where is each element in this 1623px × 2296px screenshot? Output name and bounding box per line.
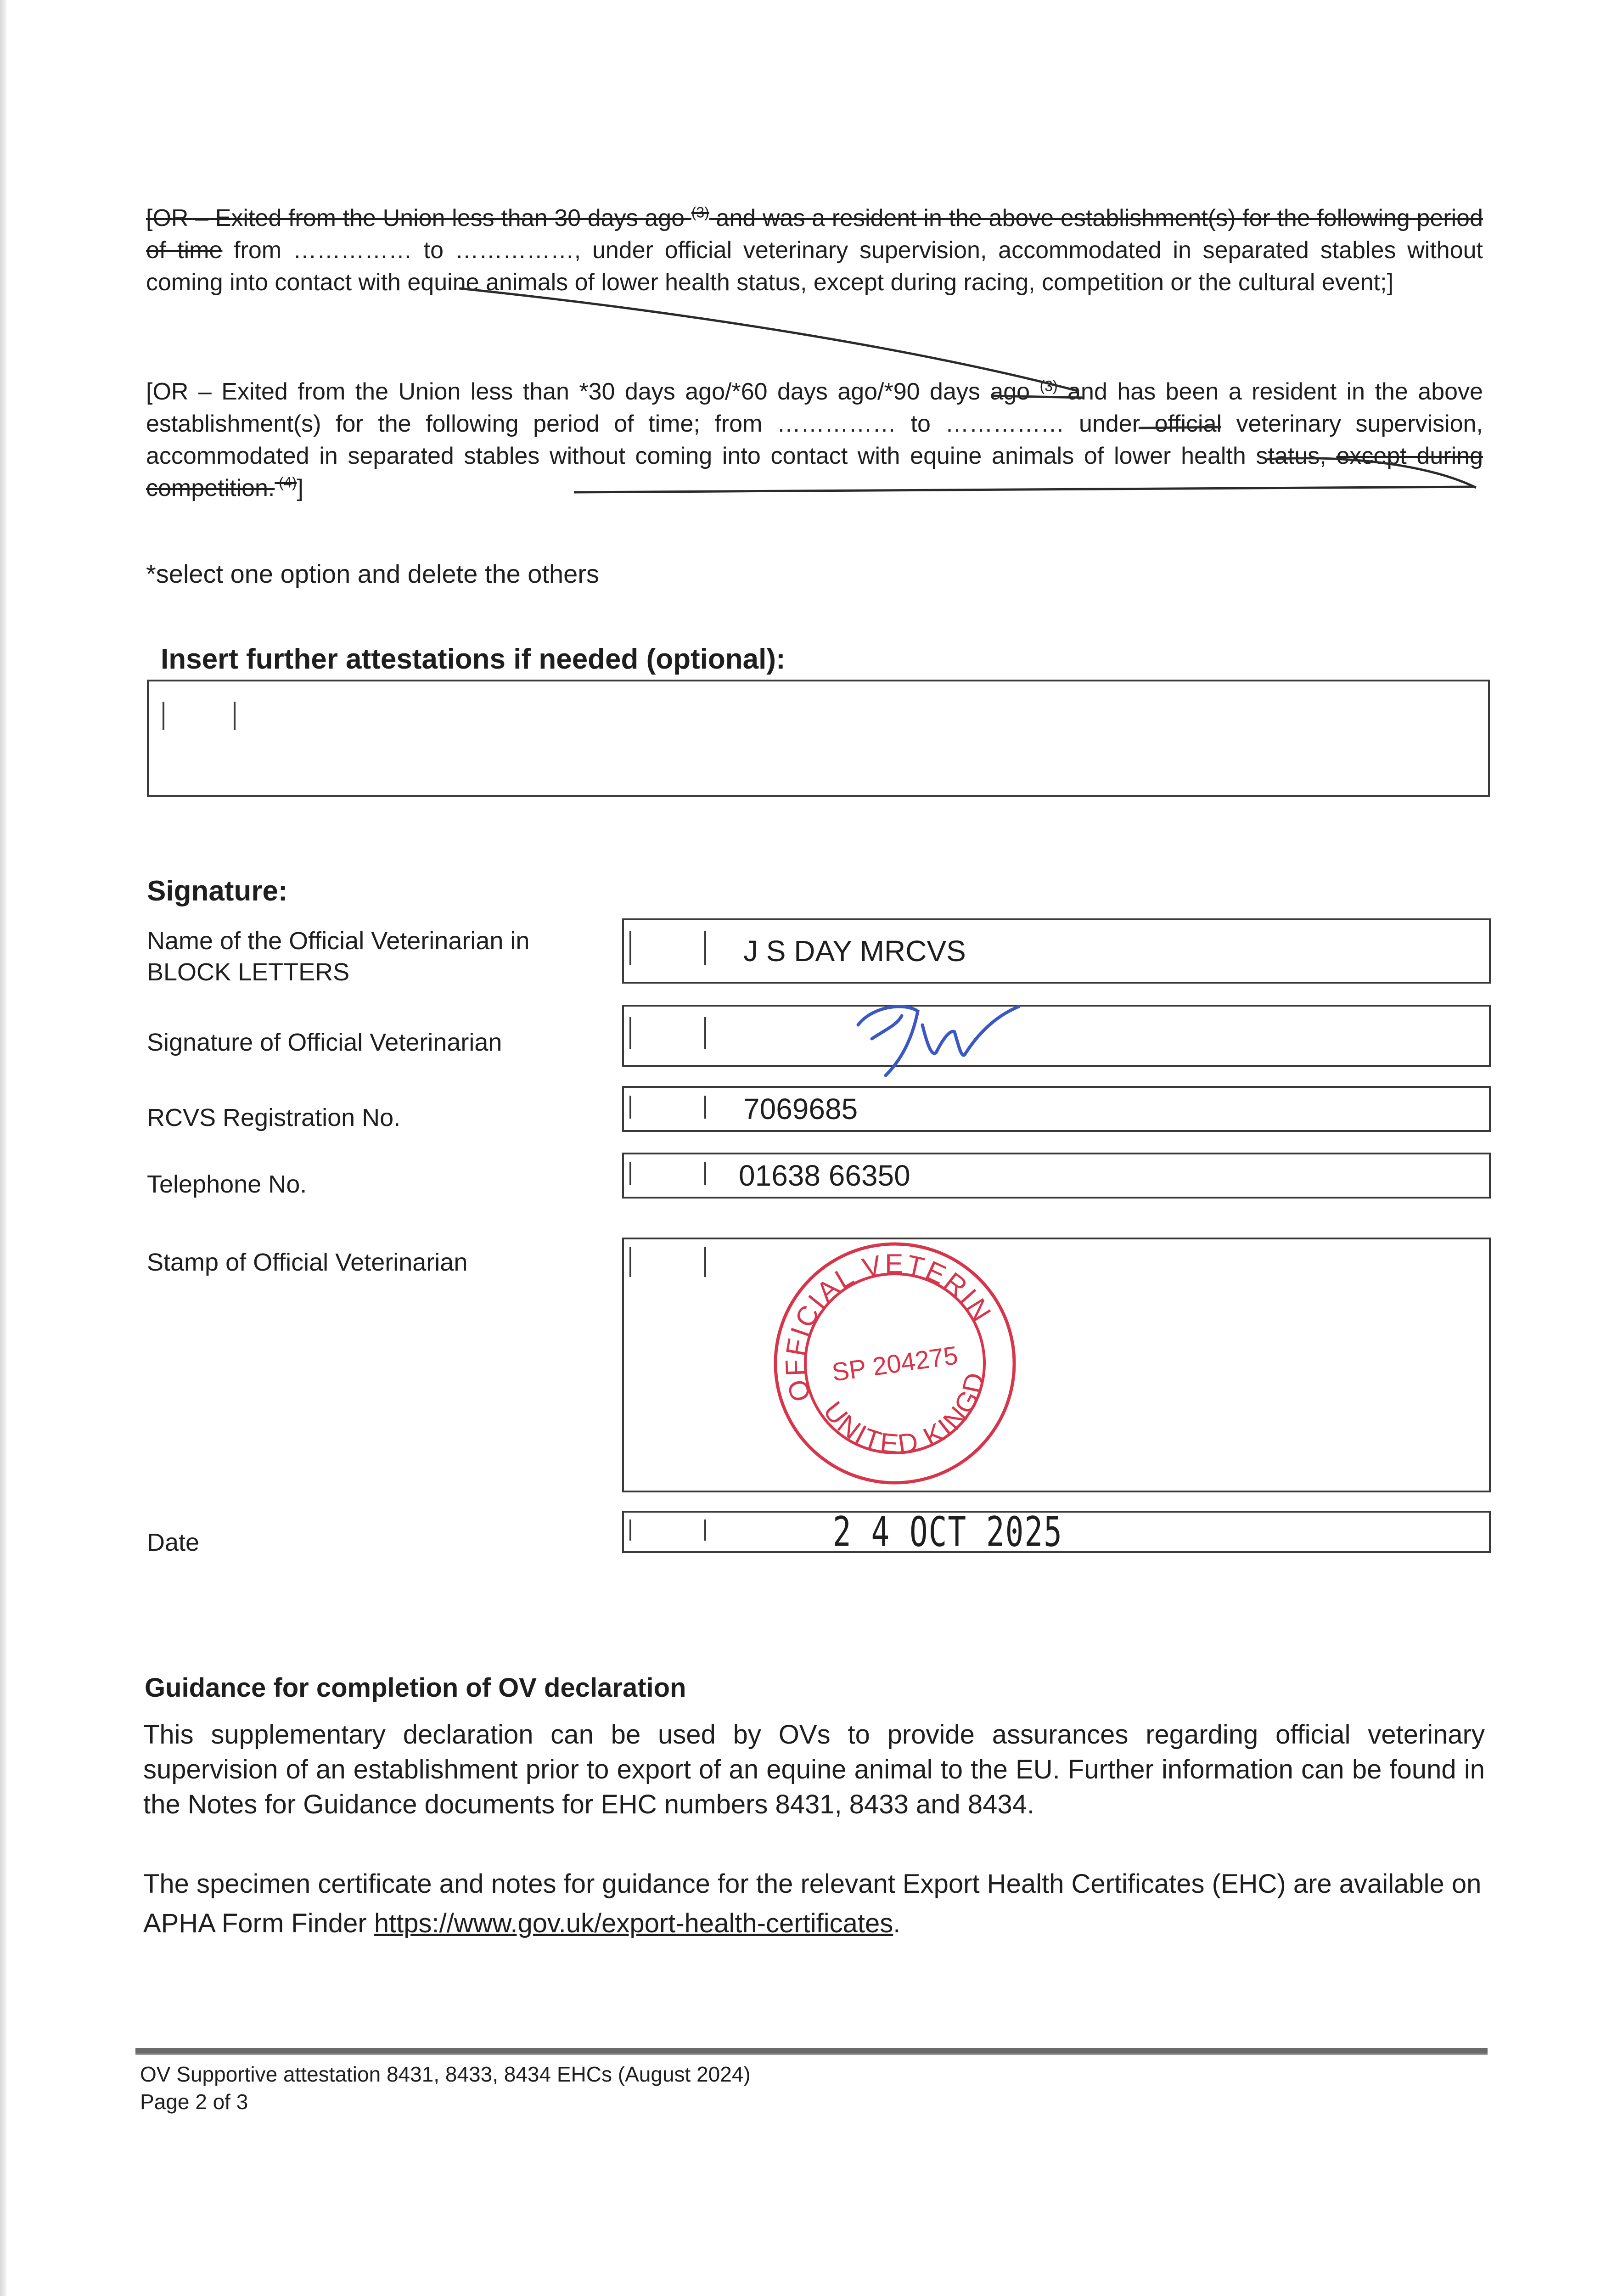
telephone-label: Telephone No. (147, 1171, 307, 1198)
signature-heading: Signature: (147, 875, 288, 907)
option-a-rest: from …………… to ……………, under official veterinary supervision, accommodated in separated stables without coming into contact with equine animals of lower health status, except during racing, competition or the cultural event;] (146, 237, 1483, 296)
box-tick-mark (234, 702, 236, 730)
field-tick-mark (704, 1017, 706, 1049)
footer-line-1: OV Supportive attestation 8431, 8433, 8434 EHCs (August 2024) (140, 2062, 751, 2086)
rcvs-label: RCVS Registration No. (147, 1104, 401, 1131)
rcvs-value: 7069685 (743, 1092, 858, 1125)
footer-page-number: Page 2 of 3 (140, 2090, 248, 2114)
option-b-text-2: and has been a resident in the above establishment(s) for the following period of time; from …………… to …………… under official veterinary supervision, accommodated in separated stables without coming into contact with equine animals of lower health status, (146, 378, 1483, 469)
rcvs-field[interactable] (622, 1086, 1491, 1132)
date-value: 2 4 OCT 2025 (833, 1508, 1063, 1556)
form-finder-link[interactable]: https://www.gov.uk/export-health-certificates (374, 1908, 893, 1938)
option-b-footnote-ref-4: (4) (275, 474, 297, 491)
name-field[interactable] (622, 918, 1491, 984)
stamp-label: Stamp of Official Veterinarian (147, 1249, 468, 1276)
field-tick-mark (704, 1096, 706, 1119)
guidance-paragraph-2-end: . (893, 1908, 901, 1938)
date-field[interactable] (622, 1508, 1491, 1556)
stamp-top-text: OFFICIAL VETERINARIAN (780, 1248, 998, 1405)
telephone-value: 01638 66350 (739, 1159, 910, 1192)
option-b-footnote-ref-3: (3) (1039, 377, 1058, 394)
further-attestations-heading: Insert further attestations if needed (optional): (161, 643, 786, 675)
option-a-footnote-ref: (3) (691, 204, 709, 221)
telephone-field[interactable] (622, 1153, 1491, 1199)
page-edge-shadow (0, 0, 6, 2296)
name-label: Name of the Official Veterinarian in BLOCK LETTERS (147, 927, 530, 986)
signature-field[interactable] (622, 1005, 1491, 1067)
field-tick-mark (704, 1162, 706, 1186)
field-tick-mark (629, 1096, 631, 1119)
option-b-closing: ] (297, 475, 303, 501)
attestation-option-a (146, 202, 1483, 298)
option-a-struck-text: [OR – Exited from the Union less than 30 days ago (146, 205, 691, 231)
field-tick-mark (629, 931, 631, 965)
date-label: Date (147, 1529, 200, 1556)
guidance-paragraph-1: This supplementary declaration can be used by OVs to provide assurances regarding official veterinary supervision of an establishment prior to export of an equine animal to the EU. Further information can be found in the Notes for Guidance documents for EHC numbers 8431, 8433 and 8434. (143, 1720, 1485, 1819)
field-tick-mark (704, 1519, 706, 1541)
field-tick-mark (629, 1017, 631, 1049)
option-a-struck-text-2: and was a resident in the above establishment(s) for the following period of time (146, 205, 1483, 264)
guidance-heading: Guidance for completion of OV declaration (145, 1673, 686, 1703)
stamp-center-text: SP 204275 (830, 1340, 960, 1387)
field-tick-mark (629, 1519, 631, 1541)
stamp-field[interactable] (622, 1238, 1491, 1492)
name-value: J S DAY MRCVS (743, 934, 966, 968)
attestation-option-b (146, 376, 1483, 504)
field-tick-mark (629, 1162, 631, 1186)
footer-rule (135, 2048, 1488, 2055)
select-note: *select one option and delete the others (146, 559, 599, 588)
signature-label: Signature of Official Veterinarian (147, 1029, 502, 1056)
option-b-text-1: [OR – Exited from the Union less than *30 days ago/*60 days ago/*90 days ago (146, 378, 1040, 405)
field-tick-mark (704, 1247, 706, 1277)
guidance-paragraph-2-text: The specimen certificate and notes for guidance for the relevant Export Health Certificates (EHC) are available on APHA Form Finder (143, 1869, 1482, 1938)
further-attestations-box[interactable] (147, 680, 1490, 797)
handwritten-signature (844, 997, 1028, 1089)
guidance-paragraph-2 (143, 1864, 1485, 1943)
box-tick-mark (163, 702, 164, 730)
option-b-struck-text: except during competition. (146, 443, 1483, 501)
official-veterinarian-stamp (766, 1235, 1023, 1492)
stamp-bottom-text: UNITED KINGDOM (817, 1368, 991, 1460)
field-tick-mark (704, 931, 706, 965)
field-tick-mark (629, 1247, 631, 1277)
